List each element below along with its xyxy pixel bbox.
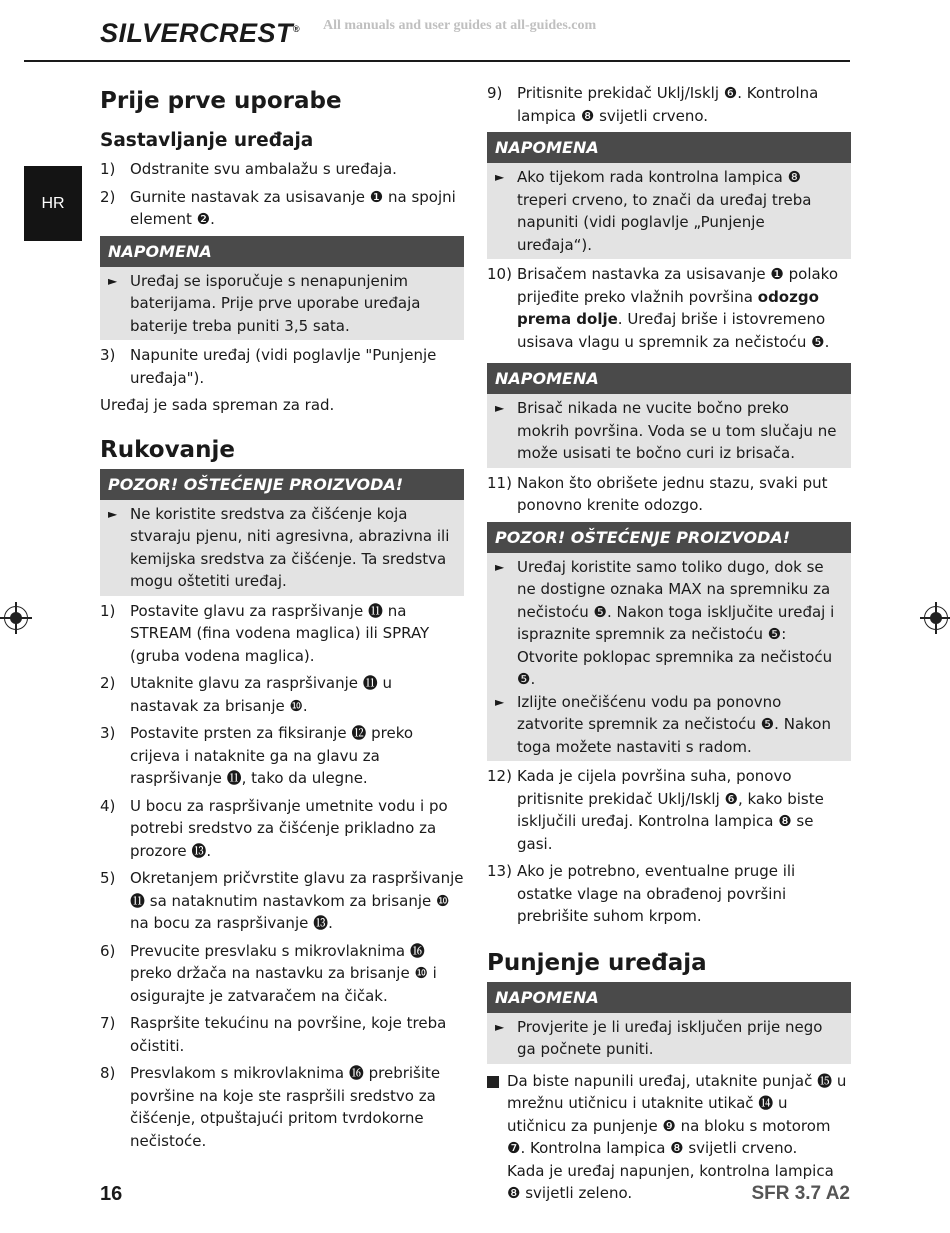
- note-title: NAPOMENA: [487, 132, 851, 163]
- caution-box: [487, 522, 851, 762]
- list-item: 12) Kada je cijela površina suha, ponovo pritisnite prekidač Uklj/Isklj ❻, kako biste isključili uređaj. Kontrolna lampica ❽ se gasi.: [487, 767, 824, 853]
- caution-title: POZOR! OŠTEĆENJE PROIZVODA!: [487, 522, 851, 553]
- list-item: 1) Postavite glavu za raspršivanje ⓫ na STREAM (fina vodena maglica) ili SPRAY (gruba vodena maglica).: [100, 601, 430, 665]
- section-title: Prije prve uporabe: [100, 88, 342, 114]
- watermark: All manuals and user guides at all-guides.com: [323, 18, 597, 33]
- section-title: Rukovanje: [100, 436, 235, 463]
- left-column: [100, 82, 464, 1157]
- caution-item: ► Ne koristite sredstva za čišćenje koja stvaraju pjenu, niti agresivna, abrazivna ili kemijska sredstva za čišćenje. Ta sredstva mogu oštetiti uređaj.: [108, 503, 456, 593]
- note-box: [487, 363, 851, 468]
- list-item: 4) U bocu za raspršivanje umetnite vodu i po potrebi sredstvo za čišćenje prikladno za prozore ⓭.: [100, 796, 448, 860]
- note-box: [100, 236, 464, 341]
- caution-item: ► Izlijte onečišćenu vodu pa ponovno zatvorite spremnik za nečistoću ❺. Nakon toga možete nastaviti s radom.: [495, 691, 843, 759]
- list-item: 11) Nakon što obrišete jednu stazu, svaki put ponovno krenite odozgo.: [487, 473, 828, 514]
- list-item: 7) Raspršite tekućinu na površine, koje treba očistiti.: [100, 1014, 447, 1055]
- note-item: ► Ako tijekom rada kontrolna lampica ❽ treperi crveno, to znači da uređaj treba napuniti (vidi poglavlje „Punjenje uređaja“).: [495, 166, 843, 256]
- list-item: 9) Pritisnite prekidač Uklj/Isklj ❻. Kontrolna lampica ❽ svijetli crveno.: [487, 84, 819, 125]
- note-box: [487, 982, 851, 1064]
- right-column: [487, 82, 851, 1205]
- list-item: 1) Odstranite svu ambalažu s uređaja.: [100, 160, 397, 178]
- registration-mark-icon: [4, 606, 28, 630]
- note-title: NAPOMENA: [487, 982, 851, 1013]
- note-item: ► Brisač nikada ne vucite bočno preko mokrih površina. Voda se u tom slučaju ne može usisati te bočno curi iz brisača.: [495, 397, 843, 465]
- arrow-bullet-icon: ►: [495, 694, 505, 709]
- caution-title: POZOR! OŠTEĆENJE PROIZVODA!: [100, 469, 464, 500]
- arrow-bullet-icon: ►: [495, 401, 505, 415]
- language-tab: HR: [24, 166, 82, 241]
- arrow-bullet-icon: ►: [108, 273, 118, 288]
- list-item: 8) Presvlakom s mikrovlaknima ⓰ prebrišite površine na koje ste raspršili sredstvo za čišćenje, otpuštajući pritom tvrdokorne nečistoće.: [100, 1064, 441, 1150]
- list-item: 6) Prevucite presvlaku s mikrovlaknima ⓰ preko držača na nastavku za brisanje ❿ i osigurajte je zatvaračem na čičak.: [100, 941, 437, 1005]
- arrow-bullet-icon: ►: [108, 506, 118, 521]
- list-item: 10) Brisačem nastavka za usisavanje ❶ polako prijeđite preko vlažnih površina odozgo prema dolje. Uređaj briše i istovremeno usisava vlagu u spremnik za nečistoću ❺.: [487, 265, 839, 351]
- page-number: 16: [100, 1183, 123, 1205]
- arrow-bullet-icon: ►: [495, 1019, 505, 1034]
- model-number: SFR 3.7 A2: [751, 1183, 850, 1204]
- header-rule: [24, 60, 850, 62]
- arrow-bullet-icon: ►: [495, 559, 505, 574]
- brand-logo: SILVERCREST®: [100, 18, 301, 48]
- list-item: 5) Okretanjem pričvrstite glavu za raspršivanje ⓫ sa nataknutim nastavkom za brisanje ❿ na bocu za raspršivanje ⓭.: [100, 869, 464, 932]
- section-title: Punjenje uređaja: [487, 949, 707, 976]
- subsection-title: Sastavljanje uređaja: [100, 130, 314, 151]
- caution-item: ► Uređaj koristite samo toliko dugo, dok se ne dostigne oznaka MAX na spremniku za nečistoću ❺. Nakon toga isključite uređaj i ispraznite spremnik za nečistoću ❺: Otvorite poklopac spremnika za nečistoću ❺.: [495, 556, 843, 691]
- registration-mark-icon: [924, 606, 948, 630]
- ready-text: Uređaj je sada spreman za rad.: [100, 396, 335, 414]
- caution-box: [100, 469, 464, 596]
- square-bullet-icon: [487, 1076, 507, 1088]
- list-item: 2) Utaknite glavu za raspršivanje ⓫ u nastavak za brisanje ❿.: [100, 674, 393, 715]
- arrow-bullet-icon: ►: [495, 170, 505, 184]
- note-box: [487, 132, 851, 259]
- bullet-item: Da biste napunili uređaj, utaknite punjač ⓯ u mrežnu utičnicu i utaknite utikač ⓮ u utičnicu za punjenje ❾ na bloku s motorom ❼. Kontrolna lampica ❽ svijetli crveno. Kada je uređaj napunjen, kontrolna lampica ❽ svijetli zeleno.: [487, 1070, 851, 1205]
- note-title: NAPOMENA: [487, 363, 851, 394]
- list-item: 3) Napunite uređaj (vidi poglavlje "Punjenje uređaja").: [100, 346, 437, 387]
- note-title: NAPOMENA: [100, 236, 464, 267]
- list-item: 3) Postavite prsten za fiksiranje ⓬ preko crijeva i nataknite ga na glavu za raspršivanje ⓫, tako da ulegne.: [100, 724, 414, 787]
- list-item: 13) Ako je potrebno, eventualne pruge ili ostatke vlage na obrađenoj površini prebrišite suhom krpom.: [487, 862, 796, 925]
- note-item: ► Uređaj se isporučuje s nenapunjenim baterijama. Prije prve uporabe uređaja baterije treba puniti 3,5 sata.: [108, 270, 456, 338]
- list-item: 2) Gurnite nastavak za usisavanje ❶ na spojni element ❷.: [100, 187, 456, 228]
- note-item: ► Provjerite je li uređaj isključen prije nego ga počnete puniti.: [495, 1016, 843, 1061]
